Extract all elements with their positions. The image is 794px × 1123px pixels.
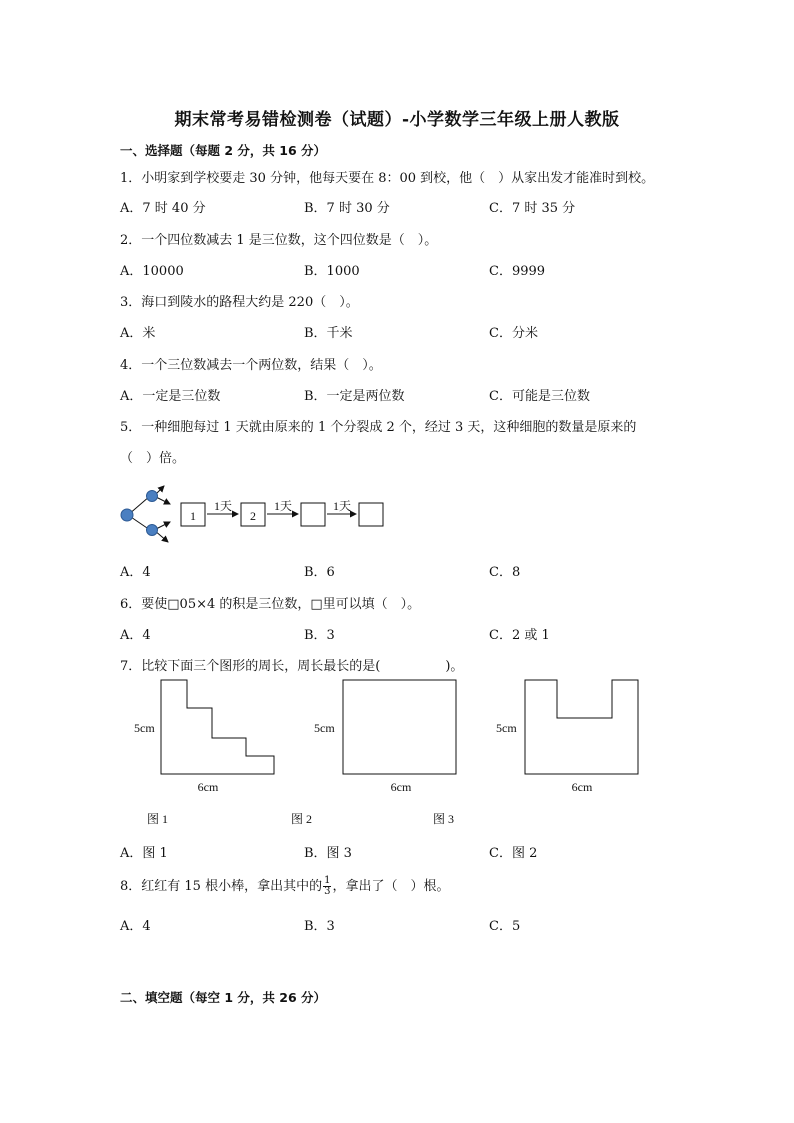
figure-3-caption: 图 3 <box>433 812 455 826</box>
question-4: 4．一个三位数减去一个两位数，结果（ ）。 <box>120 358 382 373</box>
question-5-continued: （ ）倍。 <box>120 451 186 466</box>
question-8-text-before: 8．红红有 15 根小棒，拿出其中的 <box>120 879 323 894</box>
box-day2 <box>301 503 325 526</box>
q8-option-c: C．5 <box>489 919 521 934</box>
q5-option-b: B．6 <box>304 565 335 580</box>
question-1: 1．小明家到学校要走 30 分钟，他每天要在 8：00 到校，他（ ）从家出发才能准时到校。 <box>120 171 655 186</box>
question-2: 2．一个四位数减去 1 是三位数，这个四位数是（ ）。 <box>120 233 438 248</box>
q6-option-a: A．4 <box>120 628 151 643</box>
fraction-numerator: 1 <box>324 875 331 886</box>
figure-2-height-label: 5cm <box>314 721 335 735</box>
figure-1-height-label: 5cm <box>134 721 155 735</box>
arrow-label-1: 1天 <box>213 499 233 513</box>
box-day0-label: 1 <box>190 509 196 523</box>
question-8-text-after: ，拿出了（ ）根。 <box>332 879 450 894</box>
q6-option-b: B．3 <box>304 628 335 643</box>
q3-option-a: A．米 <box>120 326 156 341</box>
figure-3-u-shape <box>525 680 638 774</box>
q5-option-a: A．4 <box>120 565 151 580</box>
q1-option-c: C．7 时 35 分 <box>489 201 576 216</box>
q7-option-a: A．图 1 <box>120 846 168 861</box>
question-5: 5．一种细胞每过 1 天就由原来的 1 个分裂成 2 个，经过 3 天，这种细胞的数量是原来的 <box>120 420 637 435</box>
figure-2-rectangle <box>343 680 456 774</box>
section-heading-choice: 一、选择题（每题 2 分，共 16 分） <box>120 143 327 158</box>
figure-1-staircase <box>161 680 274 774</box>
page-title: 期末常考易错检测卷（试题）-小学数学三年级上册人教版 <box>174 110 620 130</box>
q7-option-b: B．图 3 <box>304 846 352 861</box>
arrow-label-3: 1天 <box>332 499 352 513</box>
q5-option-c: C．8 <box>489 565 521 580</box>
cell-illustration <box>121 486 170 542</box>
fraction-one-third <box>323 876 331 897</box>
q1-option-b: B．7 时 30 分 <box>304 201 390 216</box>
box-day3 <box>359 503 383 526</box>
q8-option-a: A．4 <box>120 919 151 934</box>
question-8 <box>120 875 449 897</box>
question-6: 6．要使□05×4 的积是三位数，□里可以填（ ）。 <box>120 597 421 612</box>
q4-option-a: A．一定是三位数 <box>120 389 221 404</box>
q2-option-a: A．10000 <box>120 264 184 279</box>
q2-option-c: C．9999 <box>489 264 546 279</box>
figure-3-width-label: 6cm <box>571 780 593 794</box>
question-3: 3．海口到陵水的路程大约是 220（ ）。 <box>120 295 359 310</box>
q4-option-b: B．一定是两位数 <box>304 389 405 404</box>
q6-option-c: C．2 或 1 <box>489 628 550 643</box>
q3-option-c: C．分米 <box>489 326 538 341</box>
section-heading-fill-in: 二、填空题（每空 1 分，共 26 分） <box>120 990 327 1005</box>
q7-option-c: C．图 2 <box>489 846 538 861</box>
arrow-label-2: 1天 <box>273 499 293 513</box>
figure-2-caption: 图 2 <box>291 812 313 826</box>
q4-option-c: C．可能是三位数 <box>489 389 590 404</box>
figure-3-height-label: 5cm <box>496 721 517 735</box>
figure-1-caption: 图 1 <box>147 812 169 826</box>
figure-1-width-label: 6cm <box>197 780 219 794</box>
q3-option-b: B．千米 <box>304 326 353 341</box>
box-day1-label: 2 <box>250 509 256 523</box>
q1-option-a: A．7 时 40 分 <box>120 201 206 216</box>
figure-2-width-label: 6cm <box>390 780 412 794</box>
question-7: 7．比较下面三个图形的周长，周长最长的是( )。 <box>120 659 464 674</box>
q2-option-b: B．1000 <box>304 264 360 279</box>
cell-division-diagram <box>112 480 402 550</box>
fraction-denominator: 3 <box>324 886 331 897</box>
q8-option-b: B．3 <box>304 919 335 934</box>
perimeter-figures <box>125 672 655 832</box>
